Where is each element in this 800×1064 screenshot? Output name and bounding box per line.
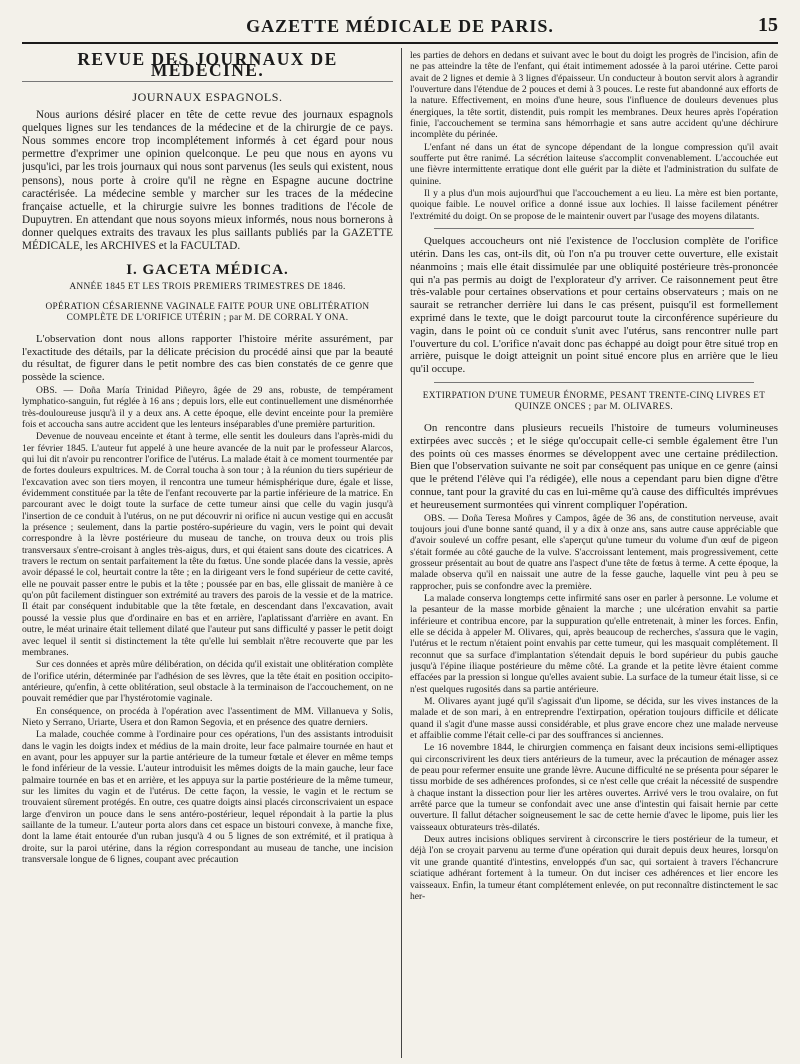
page-number: 15 xyxy=(758,14,778,36)
divider xyxy=(434,382,754,383)
column-divider xyxy=(401,48,402,1058)
paragraph: Devenue de nouveau enceinte et étant à terme, elle sentit les douleurs dans l'après-midi du 1er février 1845. L'auteur fut appelé à une heure avancée de la nuit par le professeur Alarcos, qui lui dit n'avoir pu rencontrer l'orifice de l'utérus. La malade était à ce moment tourmentée par de fortes douleurs expultrices. M. de Corral toucha à son tour ; à la réunion du tiers supérieur de l'excavation avec son tiers moyen, il rencontra une tumeur hémisphérique dure, égale et lisse, évidemment constituée par la tête de l'enfant recouverte par la partie inférieure de la matrice. En parcourant avec le doigt toute la surface de cette tumeur ainsi que celle du vagin jusqu'à l'insertion de ce conduit à l'utérus, on ne put découvrir ni orifice ni aucun vestige qui en accusât la présence ; seulement, dans la partie postéro-supérieure du vagin, vers le point qui devait correspondre à la lèvre postérieure du museau de tanche, on trouva deux ou trois plis transversaux s'entre-croisant à angles très-aigus, durs, et qui étaient sans doute des cicatrices. A travers le rectum on sentait parfaitement la tête du fœtus. Une sonde placée dans la vessie, après avoir dépassé le col, heurtait contre la tête ; en la dirigeant vers le fond supérieur de cette cavité, elle ne pouvait passer entre le pubis et la tête ; poussée par en bas, elle glissait de manière à ce qu'on pût facilement distinguer son extrémité au travers des parois de la vessie et de la matrice. Il était par conséquent indubitable que la tête fœtale, en descendant dans l'excavation, avait poussé la vessie plus que d'ordinaire en bas et en arrière, l'aplatissant d'arrière en avant. En outre, le méat urinaire était tellement dilaté que l'auteur put sans difficulté y passer le petit doigt avec lequel il sentit si distinctement la tête qu'elle lui semblait n'être recouverte que par les membranes. xyxy=(22,431,393,658)
observation-paragraph: OBS. — Doña María Trinidad Piñeyro, âgée de 29 ans, robuste, de tempérament lymphatico-sanguin, fut réglée à 16 ans ; depuis lors, elle eut continuellement une disménorrhée très-douloureuse jusqu'à il y a deux ans. A cette époque, elle devint enceinte pour la première fois et accoucha sans autre accident que les lenteurs inséparables d'une première parturition. xyxy=(22,384,393,430)
paragraph: L'observation dont nous allons rapporter l'histoire mérite assurément, par l'exactitude des détails, par la délicate précision du procédé ainsi que par la beauté du résultat, de figurer dans le petit nombre des cas bien constatés de ce genre que possède la science. xyxy=(22,332,393,384)
page-header xyxy=(22,14,778,44)
paragraph: Deux autres incisions obliques servirent à circonscrire le tiers postérieur de la tumeur, et déjà l'on se croyait parvenu au terme d'une opération qui durait depuis deux heures, lorsqu'on vit une grande quantité d'intestins, enveloppés d'un sac, qui sortaient à travers l'échancrure sciatique adhérant fortement à la tumeur. On dut inciser ces adhérences et lier encore les vaisseaux. Enfin, la tumeur étant complétement enlevée, on put reconnaître distinctement le sac her- xyxy=(410,834,778,902)
article-title: EXTIRPATION D'UNE TUMEUR ÉNORME, PESANT TRENTE-CINQ LIVRES ET QUINZE ONCES ; par M. OLIVARES. xyxy=(422,390,766,413)
publication-title: GAZETTE MÉDICALE DE PARIS. xyxy=(246,16,554,36)
paragraph: Le 16 novembre 1844, le chirurgien commença en faisant deux incisions semi-elliptiques qui circonscrivirent les deux tiers antérieurs de la tumeur, avec la précaution de ménager assez de peau pour refermer ensuite une grande lèvre. Aucune difficulté ne se présenta pour séparer le tissu morbide de ses adhérences profondes, si ce n'est celle que créait la nécessité de suspendre à chaque instant la dissection pour lier les artères ouvertes. Arrivé vers le trou ovalaire, on fut arrêté parce que la tumeur se confondait avec une anse d'intestin qui faisait hernie par cette ouverture. Il fallut détacher soigneusement le sac de cette hernie d'avec le lipome, puis lier les vaisseaux obturateurs très-dilatés. xyxy=(410,742,778,833)
subsection-heading: JOURNAUX ESPAGNOLS. xyxy=(132,89,283,104)
paragraph: On rencontre dans plusieurs recueils l'histoire de tumeurs volumineuses extirpées avec succès ; et le siége qu'occupait celle-ci semble également être l'un des points où ces masses énormes se développent avec une certaine prédilection. Bien que l'observation suivante ne soit par conséquent pas unique en ce genre (ainsi que le prétend l'élève qui l'a rédigée), elle nous a cependant paru bien digne d'être connue, tant pour la gravité du cas en lui-même qu'à cause des difficultés imprévues et heureusement surmontées qui vinrent compliquer l'opération. xyxy=(410,421,778,511)
section-heading: REVUE DES JOURNAUX DE MÉDECINE. xyxy=(22,54,393,82)
right-column xyxy=(410,50,778,1058)
year-line: ANNÉE 1845 ET LES TROIS PREMIERS TRIMESTRES DE 1846. xyxy=(69,282,346,293)
paragraph: La malade conserva longtemps cette infirmité sans oser en parler à personne. Le volume et la pesanteur de la masse morbide gênaient la marche ; une ulcération envahit sa partie inférieure et contribua encore, par la suppuration qu'elle entretenait, à miner les forces. Enfin, elle se décida à appeler M. Olivares, qui, après beaucoup de recherches, s'assura que le vagin, l'utérus et le rectum n'étaient point envahis par cette tumeur, qui les masquait complétement. Il reconnut que sa surface d'implantation s'étendait depuis le bord supérieur du pubis gauche jusqu'à l'épine iliaque postérieure du même côté. La grande et la petite lèvre étaient comme effacées par la pression si longue qu'elles avaient subie. La surface de la tumeur était lisse, si ce n'est quelques rugosités dans sa partie antérieure. xyxy=(410,592,778,695)
paragraph: les parties de dehors en dedans et suivant avec le bout du doigt les progrès de l'incision, afin de ne pas atteindre la tête de l'enfant, qui était intimement adossée à la paroi utérine. Cette paroi avait de 2 lignes et demie à 3 lignes d'épaisseur. Un conducteur à bouton servit alors à agrandir l'ouverture dans l'étendue de 2 pouces et demi à 3 pouces. Le reste fut abandonné aux efforts de la nature. Effectivement, en moins d'une heure, sous l'influence de douleurs devenues plus énergiques, la tête sortit, distendit, puis rompit les membranes. Deux heures après l'opération finie, l'accouchement se termina sans hémorrhagie et sans autre accident qu'une déchirure incomplète du périnée. xyxy=(410,50,778,141)
journal-heading: I. GACETA MÉDICA. xyxy=(126,262,289,279)
intro-paragraph: Nous aurions désiré placer en tête de cette revue des journaux espagnols quelques lignes sur les tendances de la médecine et de la chirurgie de ce pays. Nous sommes encore trop incomplétement informés à cet égard pour nous permettre d'exprimer une opinion quelconque. Le peu que nous en ayons vu jusqu'ici, par les trois journaux qui nous sont parvenus (les seuls qui existent, nous pensons), nous porte à croire qu'il ne règne en Espagne aucune doctrine caractérisée. La médecine semble y marcher sur les traces de la médecine française actuelle, et la chirurgie suivre les bonnes traditions de l'école de Dupuytren. En attendant que nous soyons mieux informés, nous nous bornerons à donner quelques extraits des travaux les plus saillants publiés par la GAZETTE MÉDICALE, les ARCHIVES et la FACULTAD. xyxy=(22,109,393,252)
divider xyxy=(434,228,754,229)
commentary-paragraph: Quelques accoucheurs ont nié l'existence de l'occlusion complète de l'orifice utérin. Dans les cas, ont-ils dit, où l'on n'a pu trouver cette ouverture, elle existait néanmoins ; mais elle était dissimulée par une obliquité postérieure très-prononcée qui n'a pas permis au doigt de l'explorateur d'y arriver. Ce raisonnement peut être très-valable pour certaines observations et pour certains observateurs ; mais on ne saurait se retrancher derrière lui dans le cas présent, puisqu'il est formellement exprimé dans le texte, que le doigt parcourut toute la circonférence supérieure du vagin, dans le point où ce conduit s'unit avec l'utérus, sans rencontrer nulle part l'ouverture du col. L'orifice n'avait donc pas échappé au doigt pour être situé trop en arrière, puisque le doigt atteignit un point situé encore plus en arrière que le lieu qu'il occupe. xyxy=(410,235,778,376)
paragraph: La malade, couchée comme à l'ordinaire pour ces opérations, l'un des assistants introduisit dans le vagin les doigts index et médius de la main droite, leur face palmaire tournée en haut et en avant, pour les appuyer sur la partie antérieure de la tumeur fœtale et élever en même temps le fond inférieur de la vessie. L'auteur introduisit les mêmes doigts de la main gauche, leur face palmaire tournée en bas et en arrière, et les appuya sur la partie postérieure de la même tumeur, sur les limites du vagin et de l'utérus. De cette façon, la vessie, le vagin et le rectum se trouvaient sûrement protégés. En outre, ces quatre doigts ainsi placés circonscrivaient un espace large d'environ un pouce dans le sens antéro-postérieur, lequel répondait à la partie la plus saillante de la tumeur. L'auteur porta alors dans cet espace un bistouri convexe, à manche fixe, dont la lame était entourée d'un ruban jusqu'à 4 ou 5 lignes de son extrémité, et il pratiqua à droite, sur la paroi utérine, dans la région correspondant au museau de tanche, une incision transversale longue de 6 lignes, coupant avec précaution xyxy=(22,729,393,866)
paragraph: M. Olivares ayant jugé qu'il s'agissait d'un lipome, se décida, sur les vives instances de la malade et de son mari, à en entreprendre l'extirpation, opération toujours difficile et délicate quand il s'agit d'une masse aussi considérable, et plus grave encore chez une malade nerveuse et affaiblie comme l'était celle-ci par des souffrances si anciennes. xyxy=(410,696,778,742)
paragraph: L'enfant né dans un état de syncope dépendant de la longue compression qu'il avait soufferte put être ranimé. La sécrétion laiteuse s'accomplit convenablement. L'accouchée eut une fièvre intermittente erratique dont elle guérit par la diète et l'administration du sulfate de quinine. xyxy=(410,141,778,187)
paragraph: Il y a plus d'un mois aujourd'hui que l'accouchement a eu lieu. La mère est bien portante, quoique faible. Le nouvel orifice a donné issue aux lochies. Il laisse facilement pénétrer l'extrémité du doigt. On se propose de le maintenir ouvert par l'usage des moyens dilatants. xyxy=(410,188,778,222)
paragraph: Sur ces données et après mûre délibération, on décida qu'il existait une oblitération complète de l'orifice utérin, déterminée par l'adhésion de ses lèvres, que la tête était en position occipito-antérieure, qu'enfin, à cette oblitération, seul obstacle à la terminaison de l'accouchement, on ne pouvait remédier que par l'hystérotomie vaginale. xyxy=(22,659,393,705)
left-column xyxy=(22,50,393,1058)
article-title: OPÉRATION CÉSARIENNE VAGINALE FAITE POUR UNE OBLITÉRATION COMPLÈTE DE L'ORIFICE UTÉRIN ; par M. DE CORRAL Y ONA. xyxy=(45,301,370,324)
observation-paragraph: OBS. — Doña Teresa Moñres y Campos, âgée de 36 ans, de constitution nerveuse, avait toujours joui d'une bonne santé quand, il y a dix à onze ans, sans autre cause appréciable que d'avoir soulevé un coffre pesant, elle s'aperçut qu'une tumeur du volume d'un œuf de pigeon s'était formée au côté gauche de la vulve. S'accroissant lentement, mais progressivement, cette grosseur présentait au bout de quatre ans l'aspect d'une tête de fœtus à terme. A cette époque, la malade observa qu'il en naissait une autre de la fesse gauche, laquelle vint peu à peu se rapprocher, puis se confondre avec la première. xyxy=(410,512,778,592)
paragraph: En conséquence, on procéda à l'opération avec l'assentiment de MM. Villanueva y Solis, Nieto y Serrano, Uriarte, Usera et don Ramon Segovia, et en présence des quatre derniers. xyxy=(22,705,393,728)
